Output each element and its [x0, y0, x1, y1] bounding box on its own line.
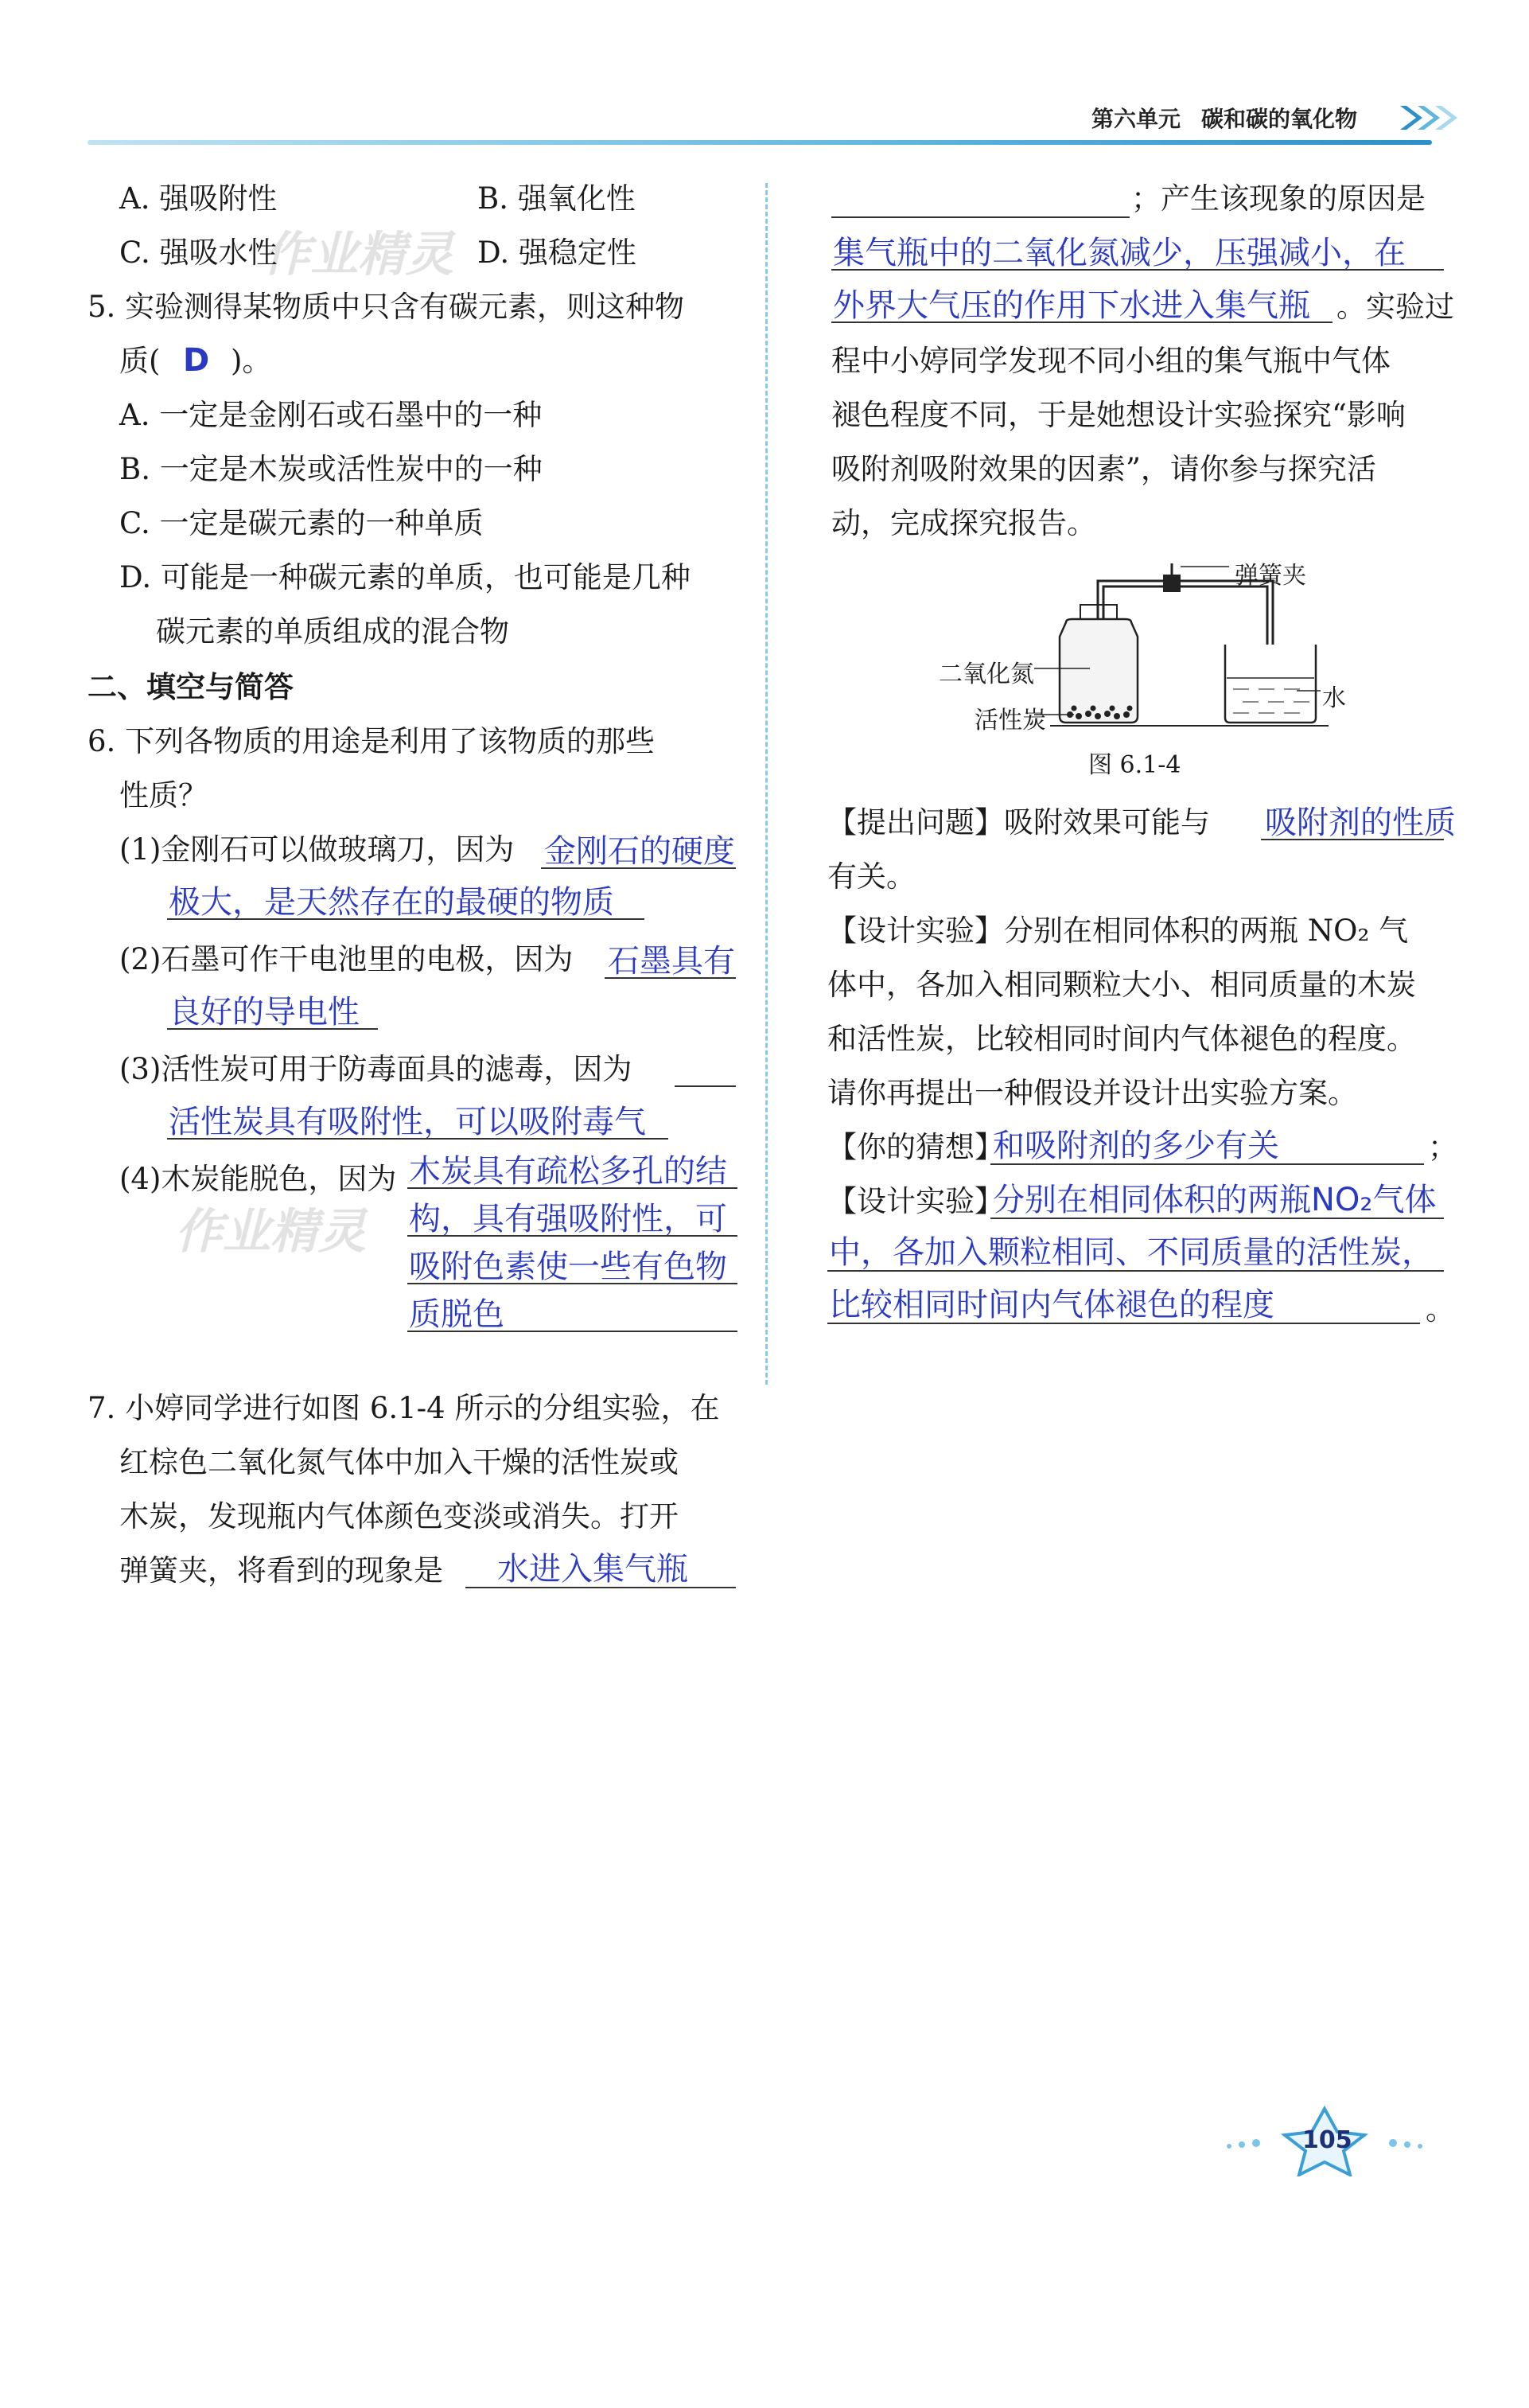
answer-underline [827, 1323, 1420, 1324]
answer-underline [605, 977, 736, 979]
q6-part1-answer-line2: 极大，是天然存在的最硬的物质 [169, 884, 614, 921]
figure-label-clamp: 弹簧夹 [1235, 562, 1306, 590]
design-line3: 和活性炭，比较相同时间内气体褪色的程度。 [827, 1022, 1416, 1056]
q5-stem-line1: 5. 实验测得某物质中只含有碳元素，则这种物 [88, 290, 685, 324]
q4-option-c: C. 强吸水性 [119, 236, 278, 270]
figure-caption: 图 6.1-4 [1088, 751, 1181, 779]
q7-cont-text: 褪色程度不同，于是她想设计实验探究“影响 [831, 398, 1406, 432]
answer-underline [831, 321, 1333, 323]
q5-option-d-line2: 碳元素的单质组成的混合物 [156, 614, 509, 649]
answer-underline [167, 918, 644, 920]
answer-underline [831, 269, 1444, 271]
unit-label: 第六单元 [1091, 106, 1181, 132]
q7-reason-line2: 外界大气压的作用下水进入集气瓶 [833, 287, 1310, 324]
answer-underline [407, 1235, 737, 1237]
figure-label-water: 水 [1322, 684, 1346, 712]
header-arrow-icon [1400, 102, 1464, 137]
q5-stem-line2b: )。 [231, 344, 272, 378]
q7-line2: 红棕色二氧化氮气体中加入干燥的活性炭或 [119, 1445, 679, 1479]
q6-part4-text: (4)木炭能脱色，因为 [119, 1162, 397, 1196]
q7-line1: 7. 小婷同学进行如图 6.1-4 所示的分组实验，在 [88, 1391, 720, 1425]
q5-option-a: A. 一定是金刚石或石墨中的一种 [119, 398, 543, 432]
q5-stem-line2a: 质( [119, 344, 161, 378]
experiment-answer-line3: 比较相同时间内气体褪色的程度 [829, 1287, 1274, 1323]
design-line1: 【设计实验】分别在相同体积的两瓶 NO₂ 气 [827, 914, 1409, 948]
q7-line4: 弹簧夹，将看到的现象是 [119, 1553, 443, 1588]
q6-part3-text: (3)活性炭可用于防毒面具的滤毒，因为 [119, 1052, 632, 1086]
q7-cont-text: 。实验过 [1336, 290, 1454, 324]
q7-cont-text: 吸附剂吸附效果的因素”，请你参与探究活 [831, 452, 1376, 486]
q6-part3-answer: 活性炭具有吸附性，可以吸附毒气 [169, 1104, 646, 1140]
q7-reason-line1: 集气瓶中的二氧化氮减少，压强减小，在 [833, 235, 1406, 271]
guess-label: 【你的猜想】 [827, 1130, 1004, 1164]
answer-underline [990, 1218, 1444, 1219]
chapter-title: 碳和碳的氧化物 [1201, 106, 1358, 132]
q6-part4-answer-line3: 吸附色素使一些有色物 [409, 1249, 727, 1285]
q6-part4-answer-line4: 质脱色 [409, 1296, 504, 1333]
page-number: 105 [1302, 2126, 1352, 2154]
answer-underline [675, 1085, 736, 1087]
q5-answer: D [183, 342, 210, 379]
q4-option-b: B. 强氧化性 [477, 181, 636, 216]
watermark: 作业精灵 [175, 1204, 366, 1260]
q7-cont-text: ；产生该现象的原因是 [1131, 181, 1426, 216]
problem-answer: 吸附剂的性质 [1265, 805, 1456, 841]
experiment-label: 【设计实验】 [827, 1184, 1004, 1218]
q6-part2-answer-line1: 石墨具有 [608, 943, 735, 980]
answer-underline [407, 1331, 737, 1332]
q6-part4-answer-line2: 构，具有强吸附性，可 [409, 1201, 727, 1237]
experiment-answer-line1: 分别在相同体积的两瓶NO₂气体 [993, 1182, 1437, 1218]
q6-part1-text: (1)金刚石可以做玻璃刀，因为 [119, 832, 515, 867]
problem-text: 【提出问题】吸附效果可能与 [827, 805, 1210, 840]
answer-underline [831, 216, 1130, 218]
answer-underline [407, 1187, 737, 1189]
experiment-answer-line2: 中，各加入颗粒相同、不同质量的活性炭， [829, 1234, 1434, 1271]
design-line2: 体中，各加入相同颗粒大小、相同质量的木炭 [827, 968, 1416, 1002]
q6-stem-line1: 6. 下列各物质的用途是利用了该物质的那些 [88, 724, 656, 758]
column-divider [765, 183, 768, 1385]
answer-underline [465, 1587, 736, 1588]
q6-stem-line2: 性质？ [119, 778, 208, 812]
q7-cont-text: 动，完成探究报告。 [831, 506, 1096, 540]
design-line4: 请你再提出一种假设并设计出实验方案。 [827, 1076, 1357, 1110]
q5-option-d-line1: D. 可能是一种碳元素的单质，也可能是几种 [119, 560, 691, 594]
q7-answer: 水进入集气瓶 [497, 1551, 688, 1588]
answer-underline [407, 1283, 737, 1284]
section-heading: 二、填空与简答 [88, 670, 294, 704]
q5-option-c: C. 一定是碳元素的一种单质 [119, 506, 484, 540]
experiment-end: 。 [1426, 1292, 1455, 1327]
q7-cont-text: 程中小婷同学发现不同小组的集气瓶中气体 [831, 344, 1391, 378]
answer-underline [827, 1270, 1444, 1272]
answer-underline [990, 1163, 1424, 1165]
figure-label-no2: 二氧化氮 [939, 660, 1034, 688]
q6-part2-text: (2)石墨可作干电池里的电极，因为 [119, 942, 574, 976]
answer-underline [167, 1138, 668, 1140]
q7-line3: 木炭，发现瓶内气体颜色变淡或消失。打开 [119, 1499, 679, 1533]
q4-option-d: D. 强稳定性 [477, 236, 636, 270]
figure-label-carbon: 活性炭 [975, 707, 1046, 734]
guess-end: ； [1428, 1130, 1457, 1164]
answer-underline [1261, 839, 1444, 840]
q5-option-b: B. 一定是木炭或活性炭中的一种 [119, 452, 543, 486]
q6-part2-answer-line2: 良好的导电性 [169, 994, 360, 1031]
watermark: 作业精灵 [263, 227, 453, 282]
q6-part4-answer-line1: 木炭具有疏松多孔的结 [409, 1153, 727, 1190]
problem-text-end: 有关。 [827, 859, 916, 894]
answer-underline [167, 1028, 378, 1030]
guess-answer: 和吸附剂的多少有关 [993, 1128, 1279, 1164]
answer-underline [541, 867, 736, 869]
q6-part1-answer-line1: 金刚石的硬度 [544, 833, 735, 870]
q4-option-a: A. 强吸附性 [119, 181, 278, 216]
header-rule [88, 140, 1432, 145]
